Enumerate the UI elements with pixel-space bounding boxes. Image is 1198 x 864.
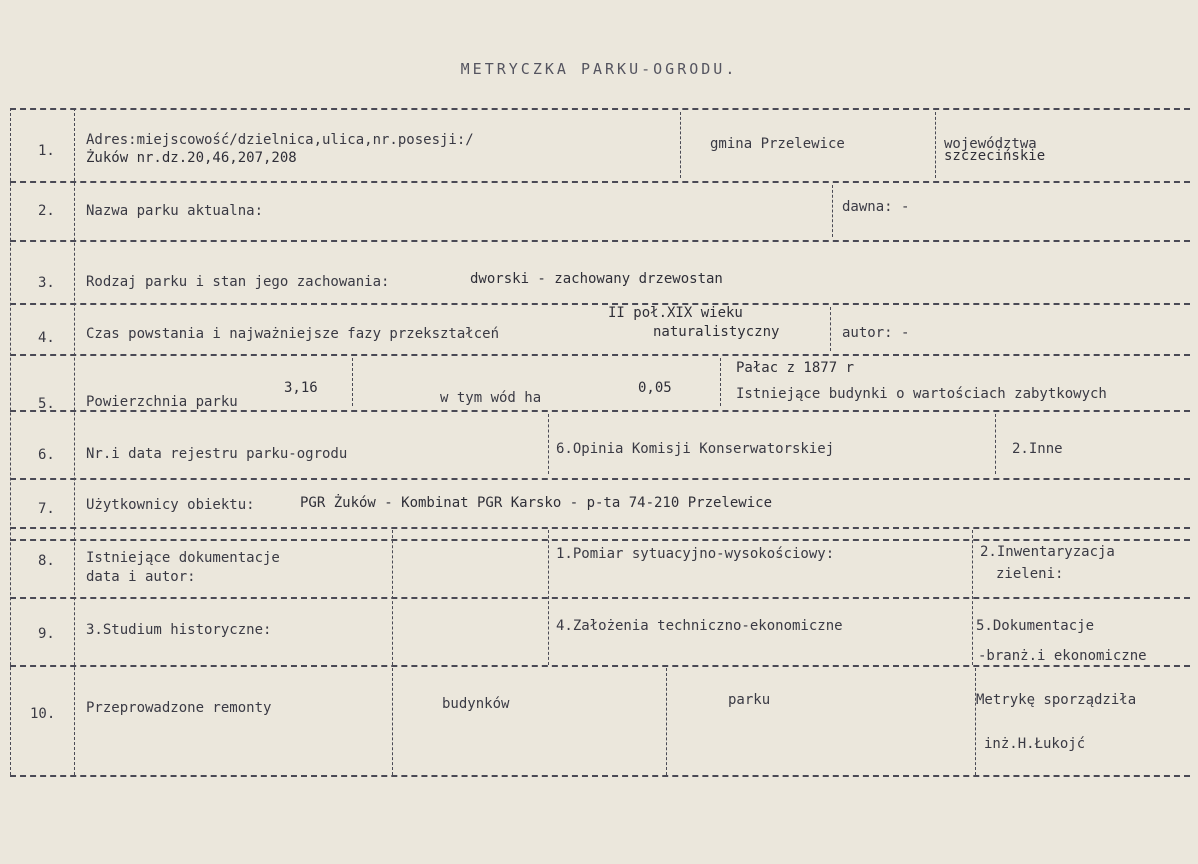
- row-divider: [10, 410, 1190, 412]
- cell-divider: [392, 668, 393, 775]
- technical-assumptions: 4.Założenia techniczno-ekonomiczne: [556, 618, 843, 634]
- cell-divider: [935, 112, 936, 178]
- row-number: 5.: [38, 396, 55, 412]
- cell-divider: [548, 414, 549, 474]
- park-type-label: Rodzaj parku i stan jego zachowania:: [86, 274, 390, 290]
- row-number: 7.: [38, 501, 55, 517]
- row-divider: [10, 527, 1190, 529]
- inventory-field: 2.Inwentaryzacja: [980, 544, 1115, 560]
- water-value: 0,05: [638, 380, 672, 396]
- row-divider: [10, 539, 1190, 541]
- cell-divider: [720, 358, 721, 406]
- cell-divider: [832, 185, 833, 237]
- renovations-label: Przeprowadzone remonty: [86, 700, 272, 716]
- row-number: 6.: [38, 447, 55, 463]
- historic-buildings-label: Istniejące budynki o wartościach zabytkowych: [736, 386, 1107, 402]
- documentation-field-2: -branż.i ekonomiczne: [978, 648, 1147, 664]
- documentation-label-2: data i autor:: [86, 569, 196, 585]
- documentation-label: Istniejące dokumentacje: [86, 550, 280, 566]
- users-label: Użytkownicy obiektu:: [86, 497, 255, 513]
- cell-divider: [666, 668, 667, 775]
- row-number: 8.: [38, 553, 55, 569]
- documentation-field: 5.Dokumentacje: [976, 618, 1095, 634]
- row-divider: [10, 108, 1190, 110]
- row-divider: [10, 303, 1190, 305]
- survey-field: 1.Pomiar sytuacyjno-wysokościowy:: [556, 546, 835, 562]
- period-value-top: II poł.XIX wieku: [608, 305, 743, 321]
- address-value: Żuków nr.dz.20,46,207,208: [86, 150, 297, 166]
- users-value: PGR Żuków - Kombinat PGR Karsko - p-ta 74-210 Przelewice: [300, 495, 773, 511]
- document-title: METRYCZKA PARKU-OGRODU.: [460, 60, 738, 78]
- row-number: 1.: [38, 143, 55, 159]
- area-value: 3,16: [284, 380, 318, 396]
- period-value: naturalistyczny: [653, 324, 780, 340]
- buildings-column: budynków: [442, 696, 510, 712]
- cell-divider: [680, 112, 681, 178]
- row-divider: [10, 181, 1190, 183]
- cell-divider: [975, 668, 976, 775]
- row-divider: [10, 354, 1190, 356]
- cell-divider: [830, 307, 831, 351]
- row-number: 3.: [38, 275, 55, 291]
- prepared-by-label: Metrykę sporządziła: [976, 692, 1137, 708]
- park-type-value: dworski - zachowany drzewostan: [470, 271, 723, 287]
- row-divider: [10, 775, 1190, 777]
- historical-study: 3.Studium historyczne:: [86, 622, 272, 638]
- row-number: 9.: [38, 626, 55, 642]
- period-label: Czas powstania i najważniejsze fazy przekształceń: [86, 326, 500, 342]
- row-number: 4.: [38, 330, 55, 346]
- inventory-field-2: zieleni:: [996, 566, 1064, 582]
- water-label: w tym wód ha: [440, 390, 542, 406]
- former-name: dawna: -: [842, 199, 910, 215]
- wojewodztwo-label: województwa: [944, 136, 1037, 152]
- author-field: autor: -: [842, 325, 910, 341]
- cell-divider: [972, 530, 973, 665]
- left-border: [10, 108, 11, 775]
- cell-divider: [548, 530, 549, 665]
- row-divider: [10, 597, 1190, 599]
- row-divider: [10, 665, 1190, 667]
- row-number: 2.: [38, 203, 55, 219]
- park-name-label: Nazwa parku aktualna:: [86, 203, 264, 219]
- row-number: 10.: [30, 706, 56, 722]
- cell-divider: [995, 414, 996, 474]
- area-label: Powierzchnia parku: [86, 394, 238, 410]
- number-column-divider: [74, 108, 75, 775]
- cell-divider: [392, 530, 393, 665]
- prepared-by-name: inż.H.Łukojć: [984, 736, 1086, 752]
- gmina-value: gmina Przelewice: [710, 136, 845, 152]
- commission-opinion: 6.Opinia Komisji Konserwatorskiej: [556, 441, 835, 457]
- row-divider: [10, 478, 1190, 480]
- address-label: Adres:miejscowość/dzielnica,ulica,nr.posesji:/: [86, 132, 474, 148]
- other-field: 2.Inne: [1012, 441, 1063, 457]
- wojewodztwo-value: szczecińskie: [944, 148, 1046, 164]
- cell-divider: [352, 358, 353, 406]
- park-column: parku: [728, 692, 771, 708]
- historic-buildings-value: Pałac z 1877 r: [736, 360, 855, 376]
- register-label: Nr.i data rejestru parku-ogrodu: [86, 446, 348, 462]
- row-divider: [10, 240, 1190, 242]
